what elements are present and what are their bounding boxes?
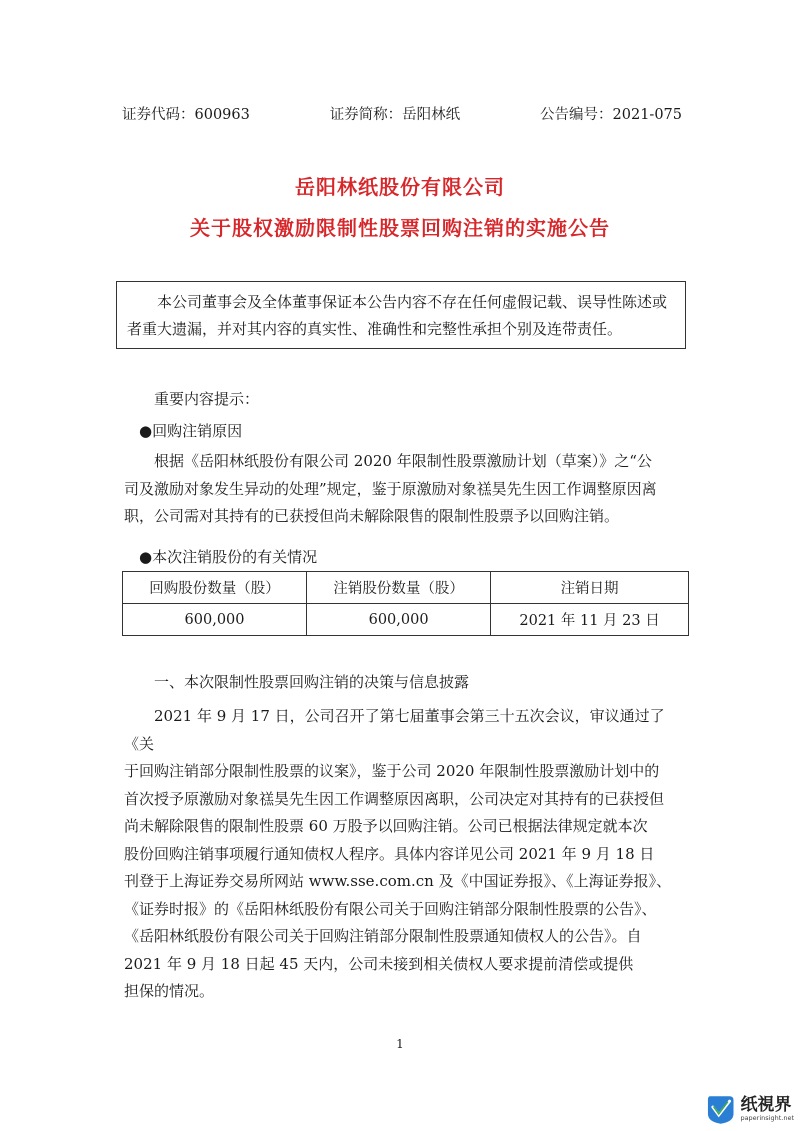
table-header-row xyxy=(123,572,689,604)
page-number: 1 xyxy=(396,1037,404,1051)
company-title: 岳阳林纸股份有限公司 xyxy=(295,175,505,199)
table-header-cell: 注销日期 xyxy=(491,572,689,604)
watermark-cn: 纸視界 xyxy=(740,1094,792,1115)
stock-name: 证券简称：岳阳林纸 xyxy=(329,107,461,123)
notice-line: 者重大遗漏，并对其内容的真实性、准确性和完整性承担个别及连带责任。 xyxy=(127,320,623,338)
table-cell: 600,000 xyxy=(123,604,307,636)
body-line: 尚未解除限售的限制性股票 60 万股予以回购注销。公司已根据法律规定就本次 xyxy=(124,817,648,835)
stock-code: 证券代码：600963 xyxy=(122,107,250,123)
bullet-shares: ●本次注销股份的有关情况 xyxy=(139,548,318,566)
reason-paragraph xyxy=(124,448,690,531)
body-line: 2021 年 9 月 17 日，公司召开了第七届董事会第三十五次会议，审议通过了《关 xyxy=(124,707,665,753)
cancelled-shares-table xyxy=(122,571,689,636)
table-cell: 600,000 xyxy=(307,604,491,636)
document-header xyxy=(122,103,682,124)
notice-line: 本公司董事会及全体董事保证本公告内容不存在任何虚假记载、误导性陈述或 xyxy=(157,293,668,311)
announcement-number: 公告编号：2021-075 xyxy=(540,107,682,123)
bullet-reason: ●回购注销原因 xyxy=(139,422,243,440)
body-line: 《岳阳林纸股份有限公司关于回购注销部分限制性股票通知债权人的公告》。自 xyxy=(124,927,642,945)
body-line: 于回购注销部分限制性股票的议案》，鉴于公司 2020 年限制性股票激励计划中的 xyxy=(124,762,660,780)
board-guarantee-notice xyxy=(116,281,686,349)
body-line: 2021 年 9 月 18 日起 45 天内，公司未接到相关债权人要求提前清偿或提供 xyxy=(124,954,634,973)
section-1-heading: 一、本次限制性股票回购注销的决策与信息披露 xyxy=(154,673,470,691)
body-line: 股份回购注销事项履行通知债权人程序。具体内容详见公司 2021 年 9 月 18 日 xyxy=(124,844,655,863)
body-line: 首次授予原激励对象禚昊先生因工作调整原因离职，公司决定对其持有的已获授但 xyxy=(124,789,665,808)
watermark-url: paperinsight.net xyxy=(740,1113,794,1122)
table-header-cell: 回购股份数量（股） xyxy=(123,572,307,604)
body-line: 担保的情况。 xyxy=(124,982,215,1000)
announcement-subject: 关于股权激励限制性股票回购注销的实施公告 xyxy=(190,216,610,240)
watermark-text xyxy=(740,1096,794,1123)
table-cell: 2021 年 11 月 23 日 xyxy=(491,604,689,636)
highlights-heading: 重要内容提示： xyxy=(154,390,260,408)
reason-line: 职，公司需对其持有的已获授但尚未解除限售的限制性股票予以回购注销。 xyxy=(124,507,620,525)
reason-line: 根据《岳阳林纸股份有限公司 2020 年限制性股票激励计划（草案）》之“公 xyxy=(154,452,652,470)
body-line: 刊登于上海证券交易所网站 www.sse.com.cn 及《中国证券报》、《上海证券报》、 xyxy=(124,872,672,890)
table-row xyxy=(123,604,689,636)
watermark xyxy=(704,1090,794,1128)
table-header-cell: 注销股份数量（股） xyxy=(307,572,491,604)
reason-line: 司及激励对象发生异动的处理”规定，鉴于原激励对象禚昊先生因工作调整原因离 xyxy=(124,479,657,498)
section-1-body xyxy=(124,703,690,1006)
body-line: 《证券时报》的《岳阳林纸股份有限公司关于回购注销部分限制性股票的公告》、 xyxy=(124,899,657,918)
paperinsight-logo-icon xyxy=(704,1092,737,1126)
